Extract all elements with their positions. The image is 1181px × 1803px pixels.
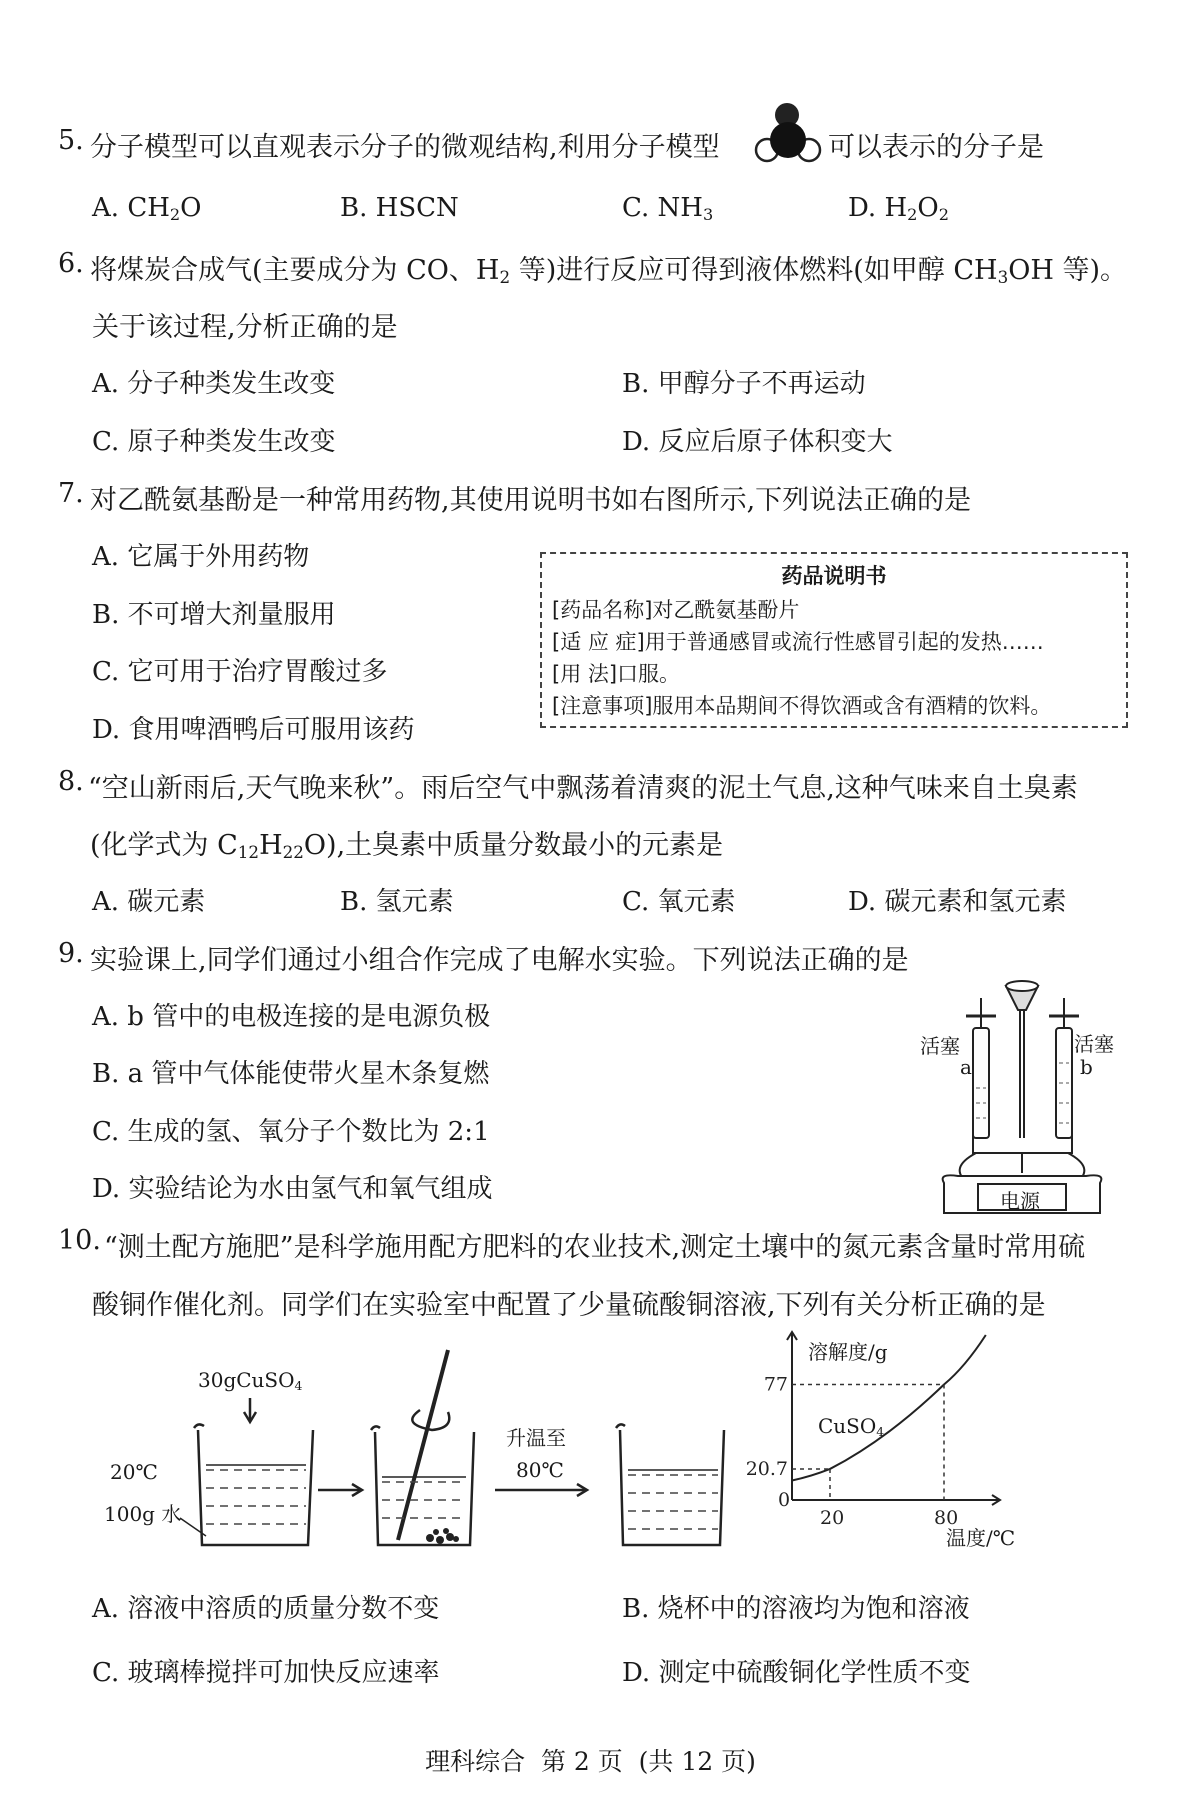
- q8-number: 8.: [58, 766, 84, 797]
- q10-number: 10.: [58, 1225, 101, 1256]
- chart-y-tick-label: 77: [763, 1373, 788, 1396]
- q5-stem-part2: 可以表示的分子是: [828, 132, 1044, 163]
- drug-manual-line: [注意事项]服用本品期间不得饮酒或含有酒精的饮料。: [552, 694, 1052, 718]
- q7-option-b: B. 不可增大剂量服用: [92, 600, 336, 630]
- chart-x-axis-label: 温度/℃: [946, 1526, 1016, 1550]
- chart-y-axis-label: 溶解度/g: [808, 1340, 888, 1364]
- drug-manual-line: [适 应 症]用于普通感冒或流行性感冒引起的发热……: [552, 630, 1044, 654]
- q9-option-a: A. b 管中的电极连接的是电源负极: [92, 1002, 491, 1032]
- q6-stem-line1: 将煤炭合成气(主要成分为 CO、$H_2$ 等)进行反应可得到液体燃料(如甲醇 $CH_3OH$ 等)。: [90, 255, 1128, 288]
- stopcock-right-label: 活塞: [1074, 1032, 1114, 1056]
- q8-stem-line2: (化学式为 $C_{12}H_{22}O$),土臭素中质量分数最小的元素是: [90, 830, 724, 863]
- q9-option-c: C. 生成的氢、氧分子个数比为 2:1: [92, 1117, 490, 1147]
- q6-number: 6.: [58, 248, 84, 279]
- q9-option-b: B. a 管中气体能使带火星木条复燃: [92, 1059, 490, 1089]
- heat-temperature-label: 80℃: [516, 1458, 564, 1482]
- q7-option-d: D. 食用啤酒鸭后可服用该药: [92, 715, 415, 745]
- tube-b-label: b: [1080, 1055, 1093, 1079]
- water-mass-label: 100g 水: [104, 1502, 182, 1526]
- q6-option-b: B. 甲醇分子不再运动: [622, 369, 866, 399]
- page-footer: 理科综合 第 2 页 (共 12 页): [425, 1747, 756, 1776]
- drug-manual-line: [药品名称]对乙酰氨基酚片: [552, 598, 800, 622]
- q9-number: 9.: [58, 938, 84, 969]
- stopcock-left-label: 活塞: [920, 1034, 960, 1058]
- q8-option-b: B. 氢元素: [340, 887, 454, 917]
- q6-stem-line2: 关于该过程,分析正确的是: [92, 312, 398, 343]
- q5-option-a: A. $CH_2O$: [92, 193, 202, 225]
- heat-to-label: 升温至: [506, 1426, 566, 1450]
- q10-stem-line2: 酸铜作催化剂。同学们在实验室中配置了少量硫酸铜溶液,下列有关分析正确的是: [92, 1290, 1046, 1321]
- q7-option-a: A. 它属于外用药物: [92, 542, 310, 572]
- chart-x-tick-label: 0: [778, 1489, 791, 1511]
- cuso4-added-label: 30gCuSO$_4$: [198, 1368, 303, 1394]
- q8-option-c: C. 氧元素: [622, 887, 736, 917]
- q5-option-c: C. $NH_3$: [622, 193, 714, 225]
- electrolysis-apparatus-figure: [918, 968, 1118, 1216]
- tube-a-label: a: [960, 1055, 972, 1079]
- drug-manual-title: 药品说明书: [781, 564, 887, 588]
- drug-manual-line: [用 法]口服。: [552, 662, 681, 686]
- chart-x-tick-label: 20: [820, 1507, 845, 1529]
- q7-number: 7.: [58, 478, 84, 509]
- q10-option-b: B. 烧杯中的溶液均为饱和溶液: [622, 1594, 970, 1624]
- initial-temperature-label: 20℃: [110, 1460, 158, 1484]
- molecule-model-icon: [752, 100, 824, 166]
- chart-series-label: CuSO$_4$: [818, 1414, 885, 1440]
- q7-option-c: C. 它可用于治疗胃酸过多: [92, 657, 388, 687]
- q5-option-d: D. $H_2O_2$: [848, 193, 949, 225]
- q5-number: 5.: [58, 125, 84, 156]
- chart-x-tick-label: 80: [934, 1507, 959, 1529]
- q5-option-b: B. HSCN: [340, 193, 459, 223]
- q9-option-d: D. 实验结论为水由氢气和氧气组成: [92, 1174, 493, 1204]
- q10-option-c: C. 玻璃棒搅拌可加快反应速率: [92, 1658, 440, 1688]
- q6-option-d: D. 反应后原子体积变大: [622, 427, 893, 457]
- q6-option-a: A. 分子种类发生改变: [92, 369, 336, 399]
- q10-option-d: D. 测定中硫酸铜化学性质不变: [622, 1658, 971, 1688]
- drug-manual-box: [540, 552, 1128, 728]
- q8-stem-line1: “空山新雨后,天气晚来秋”。雨后空气中飘荡着清爽的泥土气息,这种气味来自土臭素: [88, 773, 1078, 804]
- q9-stem: 实验课上,同学们通过小组合作完成了电解水实验。下列说法正确的是: [90, 945, 909, 976]
- power-supply-label: 电源: [1000, 1189, 1040, 1213]
- chart-y-tick-label: 20.7: [745, 1457, 788, 1480]
- q5-stem-part1: 分子模型可以直观表示分子的微观结构,利用分子模型: [90, 132, 720, 163]
- q8-option-a: A. 碳元素: [92, 887, 206, 917]
- q10-option-a: A. 溶液中溶质的质量分数不变: [92, 1594, 440, 1624]
- q6-option-c: C. 原子种类发生改变: [92, 427, 336, 457]
- q8-option-d: D. 碳元素和氢元素: [848, 887, 1067, 917]
- q10-stem-line1: “测土配方施肥”是科学施用配方肥料的农业技术,测定土壤中的氮元素含量时常用硫: [104, 1232, 1086, 1263]
- q7-stem: 对乙酰氨基酚是一种常用药物,其使用说明书如右图所示,下列说法正确的是: [90, 485, 972, 516]
